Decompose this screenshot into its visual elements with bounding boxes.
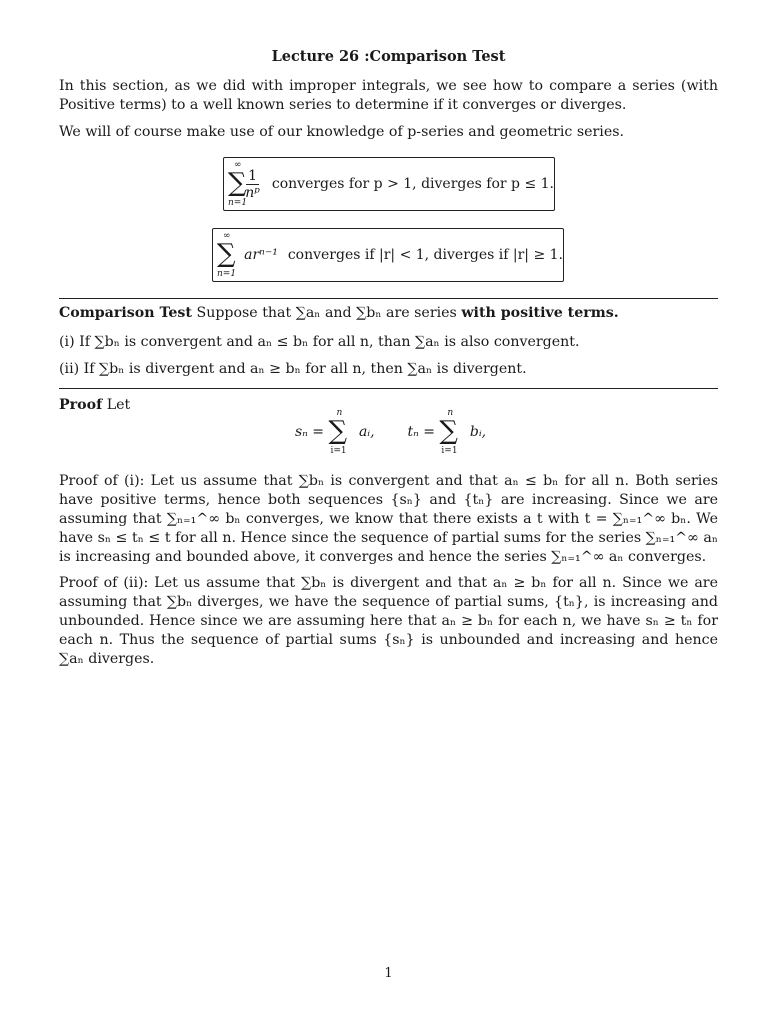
geometric-condition: converges if |r| < 1, diverges if |r| ≥ 1. <box>287 247 563 263</box>
divider <box>59 388 718 389</box>
proof-part-i: Proof of (i): Let us assume that ∑bₙ is convergent and that aₙ ≤ bₙ for all n. Both series have positive terms, hence both sequences {sₙ} and {tₙ} are increasing. Since we are assuming that ∑ₙ₌₁^∞ bₙ converges, we know that there exists a t with t = ∑ₙ₌₁^∞ bₙ. We have sₙ ≤ tₙ ≤ t for all n. Hence since the sequence of partial sums for the series ∑ₙ₌₁^∞ aₙ is increasing and bounded above, it converges and hence the series ∑ₙ₌₁^∞ aₙ converges. <box>59 473 718 565</box>
t-lhs: tₙ = <box>407 424 435 440</box>
summation-symbol <box>329 408 355 456</box>
sum-upper-limit: ∞ <box>223 231 231 241</box>
document-page <box>59 0 718 1024</box>
sum-lower-limit: n=1 <box>228 198 248 208</box>
page-title: Lecture 26 :Comparison Test <box>271 48 506 65</box>
theorem-item-ii: (ii) If ∑bₙ is divergent and aₙ ≥ bₙ for all n, then ∑aₙ is divergent. <box>59 361 527 377</box>
fraction <box>245 168 260 201</box>
sum-upper-limit: n <box>336 408 343 418</box>
theorem-text: Suppose that ∑aₙ and ∑bₙ are series <box>196 305 462 321</box>
sigma-glyph: ∑ <box>217 239 236 269</box>
fraction-numerator: 1 <box>248 167 258 184</box>
proof-part-ii: Proof of (ii): Let us assume that ∑bₙ is divergent and that aₙ ≥ bₙ for all n. Since we are assuming that ∑bₙ diverges, we have the sequence of partial sums, {tₙ}, is increasing and unbounded. Hence since we are assuming here that aₙ ≥ bₙ for each n, we have sₙ ≥ tₙ for each n. Thus the sequence of partial sums {sₙ} is unbounded and increasing and hence ∑aₙ diverges. <box>59 575 718 667</box>
sum-lower-limit: i=1 <box>441 446 458 456</box>
theorem-heading: Comparison Test <box>59 305 192 321</box>
proof-heading: Proof <box>59 397 103 413</box>
proof-let: Let <box>102 397 131 413</box>
proof-intro <box>59 396 130 415</box>
sum-upper-limit: ∞ <box>234 160 242 170</box>
p-series-condition: converges for p > 1, diverges for p ≤ 1. <box>271 176 554 192</box>
s-term: aᵢ, <box>358 424 375 440</box>
p-series-box <box>223 157 555 211</box>
intro-paragraph: In this section, as we did with improper integrals, we see how to compare a series (with Positive terms) to a well known series to determine if it converges or diverges. <box>59 78 718 113</box>
s-lhs: sₙ = <box>295 424 325 440</box>
theorem-statement <box>59 304 718 323</box>
summation-symbol <box>439 408 465 456</box>
partial-sums-display <box>295 408 486 456</box>
summation-symbol <box>228 158 248 210</box>
theorem-item-i: (i) If ∑bₙ is convergent and aₙ ≤ bₙ for all n, than ∑aₙ is also convergent. <box>59 334 580 350</box>
divider <box>59 298 718 299</box>
sigma-glyph: ∑ <box>228 168 247 198</box>
page-number: 1 <box>384 966 393 981</box>
theorem-bold-text: with positive terms. <box>461 305 619 321</box>
sigma-glyph: ∑ <box>439 416 458 446</box>
summation-symbol <box>217 229 240 281</box>
knowledge-paragraph: We will of course make use of our knowledge of p-series and geometric series. <box>59 124 625 140</box>
geometric-series-box <box>212 228 564 282</box>
geometric-term: arⁿ⁻¹ <box>244 247 278 263</box>
fraction-denominator: nᵖ <box>245 184 260 201</box>
sum-lower-limit: n=1 <box>217 269 237 279</box>
sigma-glyph: ∑ <box>328 416 348 446</box>
sum-lower-limit: i=1 <box>330 446 347 456</box>
t-term: bᵢ, <box>469 424 487 440</box>
sum-upper-limit: n <box>447 408 454 418</box>
